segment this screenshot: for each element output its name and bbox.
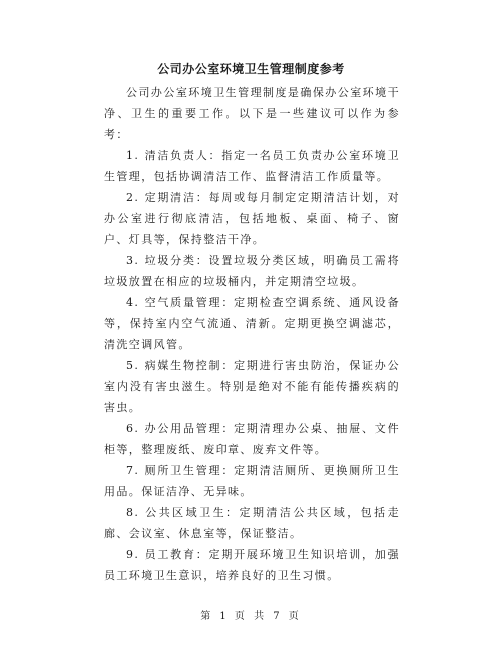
paragraph-restroom: 7. 厕所卫生管理：定期清洁厕所、更换厕所卫生用品。保证洁净、无异味。 xyxy=(104,464,400,498)
paragraph-public-areas: 8. 公共区域卫生：定期清洁公共区域，包括走廊、会议室、休息室等，保证整洁。 xyxy=(104,506,400,540)
paragraph-cleaning-lead: 1. 清洁负责人：指定一名员工负责办公室环境卫生管理，包括协调清洁工作、监督清洁工作质量等。 xyxy=(104,149,400,183)
paragraph-staff-education: 9. 员工教育：定期开展环境卫生知识培训，加强员工环境卫生意识，培养良好的卫生习惯。 xyxy=(104,548,400,582)
document-body xyxy=(104,78,400,586)
page-number-footer: 第 1 页 共 7 页 xyxy=(200,611,302,622)
paragraph-regular-cleaning: 2. 定期清洁：每周或每月制定定期清洁计划，对办公室进行彻底清洁，包括地板、桌面、椅子、窗户、灯具等，保持整洁干净。 xyxy=(104,191,400,246)
document-title: 公司办公室环境卫生管理制度参考 xyxy=(157,62,345,76)
paragraph-waste-sorting: 3. 垃圾分类：设置垃圾分类区域，明确员工需将垃圾放置在相应的垃圾桶内，并定期清空垃圾。 xyxy=(104,254,400,288)
intro-paragraph: 公司办公室环境卫生管理制度是确保办公室环境干净、卫生的重要工作。以下是一些建议可以作为参考： xyxy=(104,86,400,141)
paragraph-air-quality: 4. 空气质量管理：定期检查空调系统、通风设备等，保持室内空气流通、清新。定期更换空调滤芯，清洗空调风管。 xyxy=(104,296,400,351)
paragraph-pest-control: 5. 病媒生物控制：定期进行害虫防治，保证办公室内没有害虫滋生。特别是绝对不能有能传播疾病的害虫。 xyxy=(104,359,400,414)
paragraph-office-supplies: 6. 办公用品管理：定期清理办公桌、抽屉、文件柜等，整理废纸、废印章、废弃文件等。 xyxy=(104,422,400,456)
